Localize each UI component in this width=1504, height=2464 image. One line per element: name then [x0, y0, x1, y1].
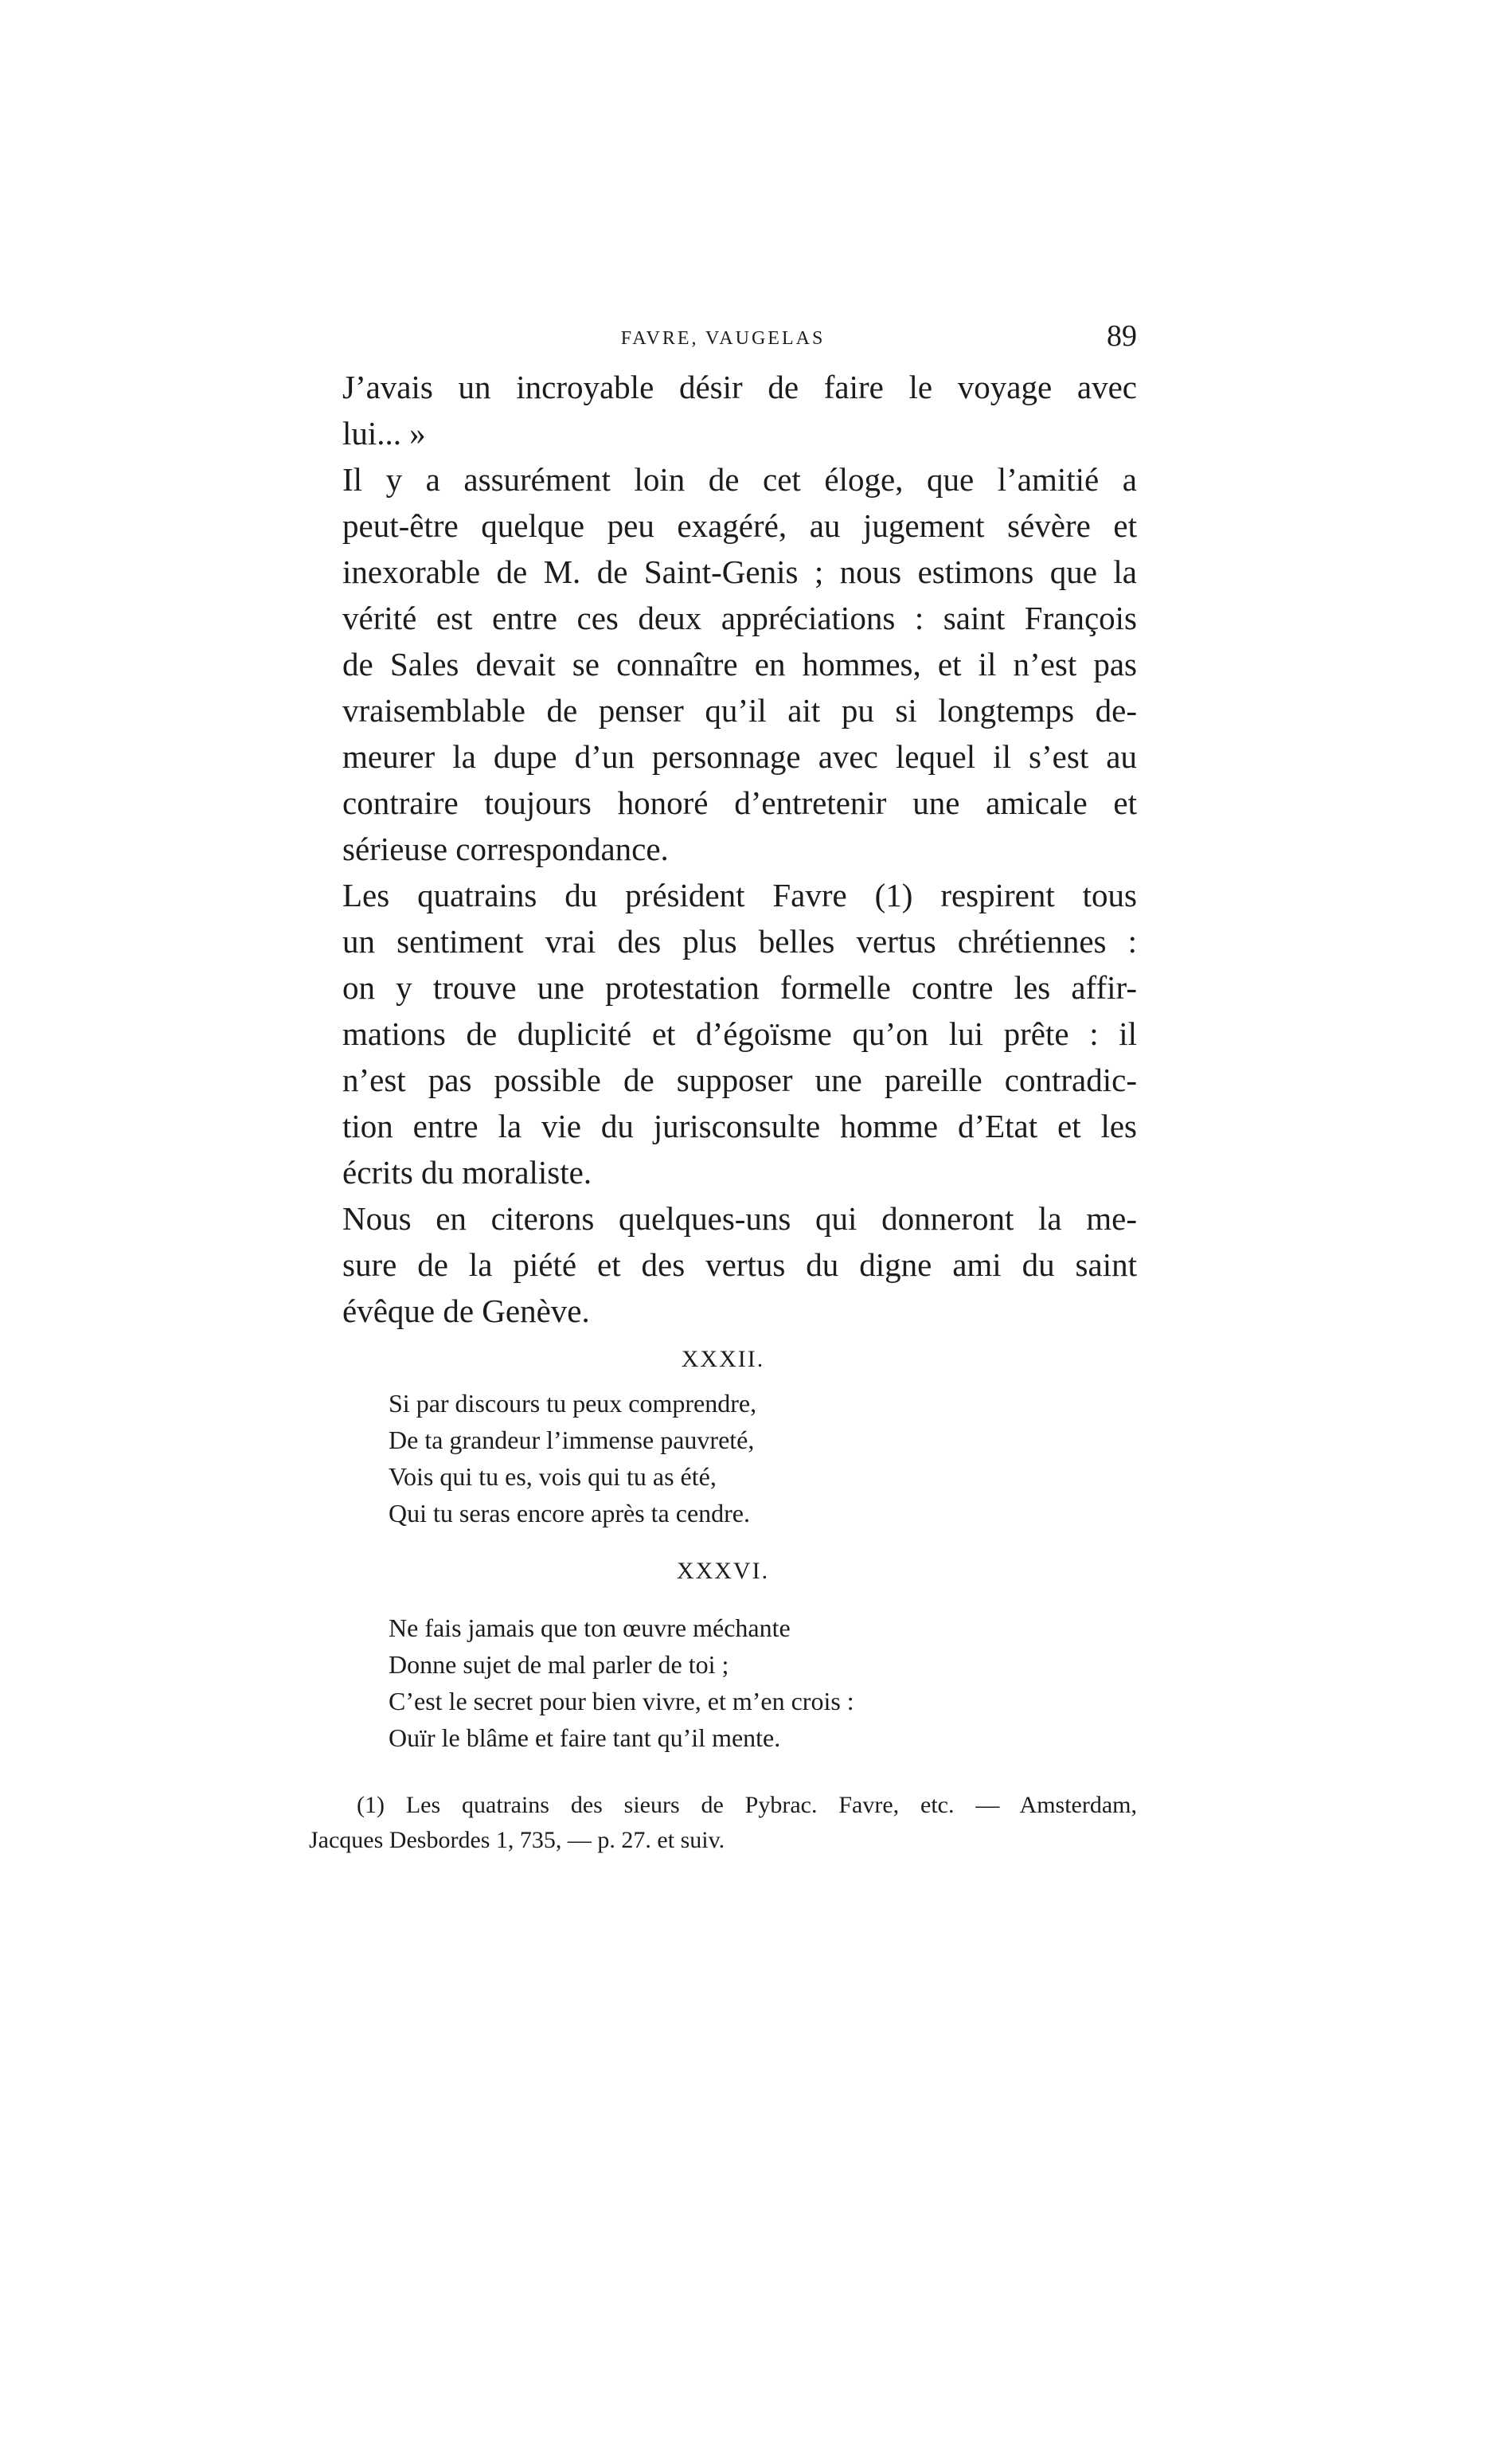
body-text — [309, 364, 1137, 1858]
verse-line: Qui tu seras encore après ta cendre. — [389, 1499, 750, 1527]
text-line: sérieuse correspondance. — [342, 831, 669, 867]
text-line: Il y a assurément loin de cet éloge, que l’amitié a — [342, 461, 1137, 498]
text-line: lui... » — [342, 415, 426, 452]
verse-line: Ouïr le blâme et faire tant qu’il mente. — [389, 1723, 781, 1752]
text-line: vraisemblable de penser qu’il ait pu si longtemps de- — [342, 692, 1137, 729]
footnote-line: Jacques Desbordes 1, 735, — p. 27. et suiv. — [309, 1827, 725, 1853]
text-line: tion entre la vie du jurisconsulte homme d’Etat et les — [342, 1108, 1137, 1144]
text-line: peut-être quelque peu exagéré, au jugement sévère et — [342, 507, 1137, 544]
footnote — [309, 1788, 1137, 1858]
stanza — [309, 1609, 1137, 1756]
text-line: J’avais un incroyable désir de faire le voyage avec — [342, 369, 1137, 405]
text-line: n’est pas possible de supposer une pareille contradic- — [342, 1062, 1137, 1098]
running-head — [309, 319, 1137, 358]
paragraph — [309, 1195, 1137, 1334]
text-line: Les quatrains du président Favre (1) respirent tous — [342, 877, 1137, 913]
text-line: inexorable de M. de Saint-Genis ; nous estimons que la — [342, 553, 1137, 590]
quatrain-number: XXXII. — [681, 1346, 765, 1372]
text-line: vérité est entre ces deux appréciations : saint François — [342, 600, 1137, 636]
quatrain — [309, 1555, 1137, 1756]
text-line: contraire toujours honoré d’entretenir une amicale et — [342, 784, 1137, 821]
text-line: sure de la piété et des vertus du digne ami du saint — [342, 1246, 1137, 1283]
text-line: mations de duplicité et d’égoïsme qu’on lui prête : il — [342, 1015, 1137, 1052]
verse-line: Si par discours tu peux comprendre, — [389, 1389, 757, 1418]
page-number: 89 — [1107, 319, 1137, 353]
paragraph — [309, 364, 1137, 456]
verse-line: De ta grandeur l’immense pauvreté, — [389, 1426, 755, 1454]
verse-line: Ne fais jamais que ton œuvre méchante — [389, 1613, 791, 1642]
text-line: un sentiment vrai des plus belles vertus chrétiennes : — [342, 923, 1137, 960]
verse-line: C’est le secret pour bien vivre, et m’en crois : — [389, 1687, 854, 1715]
paragraph — [309, 456, 1137, 872]
paragraph — [309, 872, 1137, 1195]
text-line: meurer la dupe d’un personnage avec lequel il s’est au — [342, 738, 1137, 775]
verse-line: Vois qui tu es, vois qui tu as été, — [389, 1462, 717, 1491]
verse-line: Donne sujet de mal parler de toi ; — [389, 1650, 729, 1679]
text-line: de Sales devait se connaître en hommes, et il n’est pas — [342, 646, 1137, 682]
running-title: FAVRE, VAUGELAS — [620, 328, 826, 349]
text-line: écrits du moraliste. — [342, 1154, 592, 1191]
text-line: on y trouve une protestation formelle contre les affir- — [342, 969, 1137, 1006]
quatrain — [309, 1343, 1137, 1531]
text-line: Nous en citerons quelques-uns qui donneront la me- — [342, 1200, 1137, 1237]
quatrain-number: XXXVI. — [676, 1558, 770, 1584]
stanza — [309, 1385, 1137, 1531]
footnote-line: (1) Les quatrains des sieurs de Pybrac. Favre, etc. — Amsterdam, — [357, 1792, 1137, 1818]
text-line: évêque de Genève. — [342, 1293, 590, 1329]
